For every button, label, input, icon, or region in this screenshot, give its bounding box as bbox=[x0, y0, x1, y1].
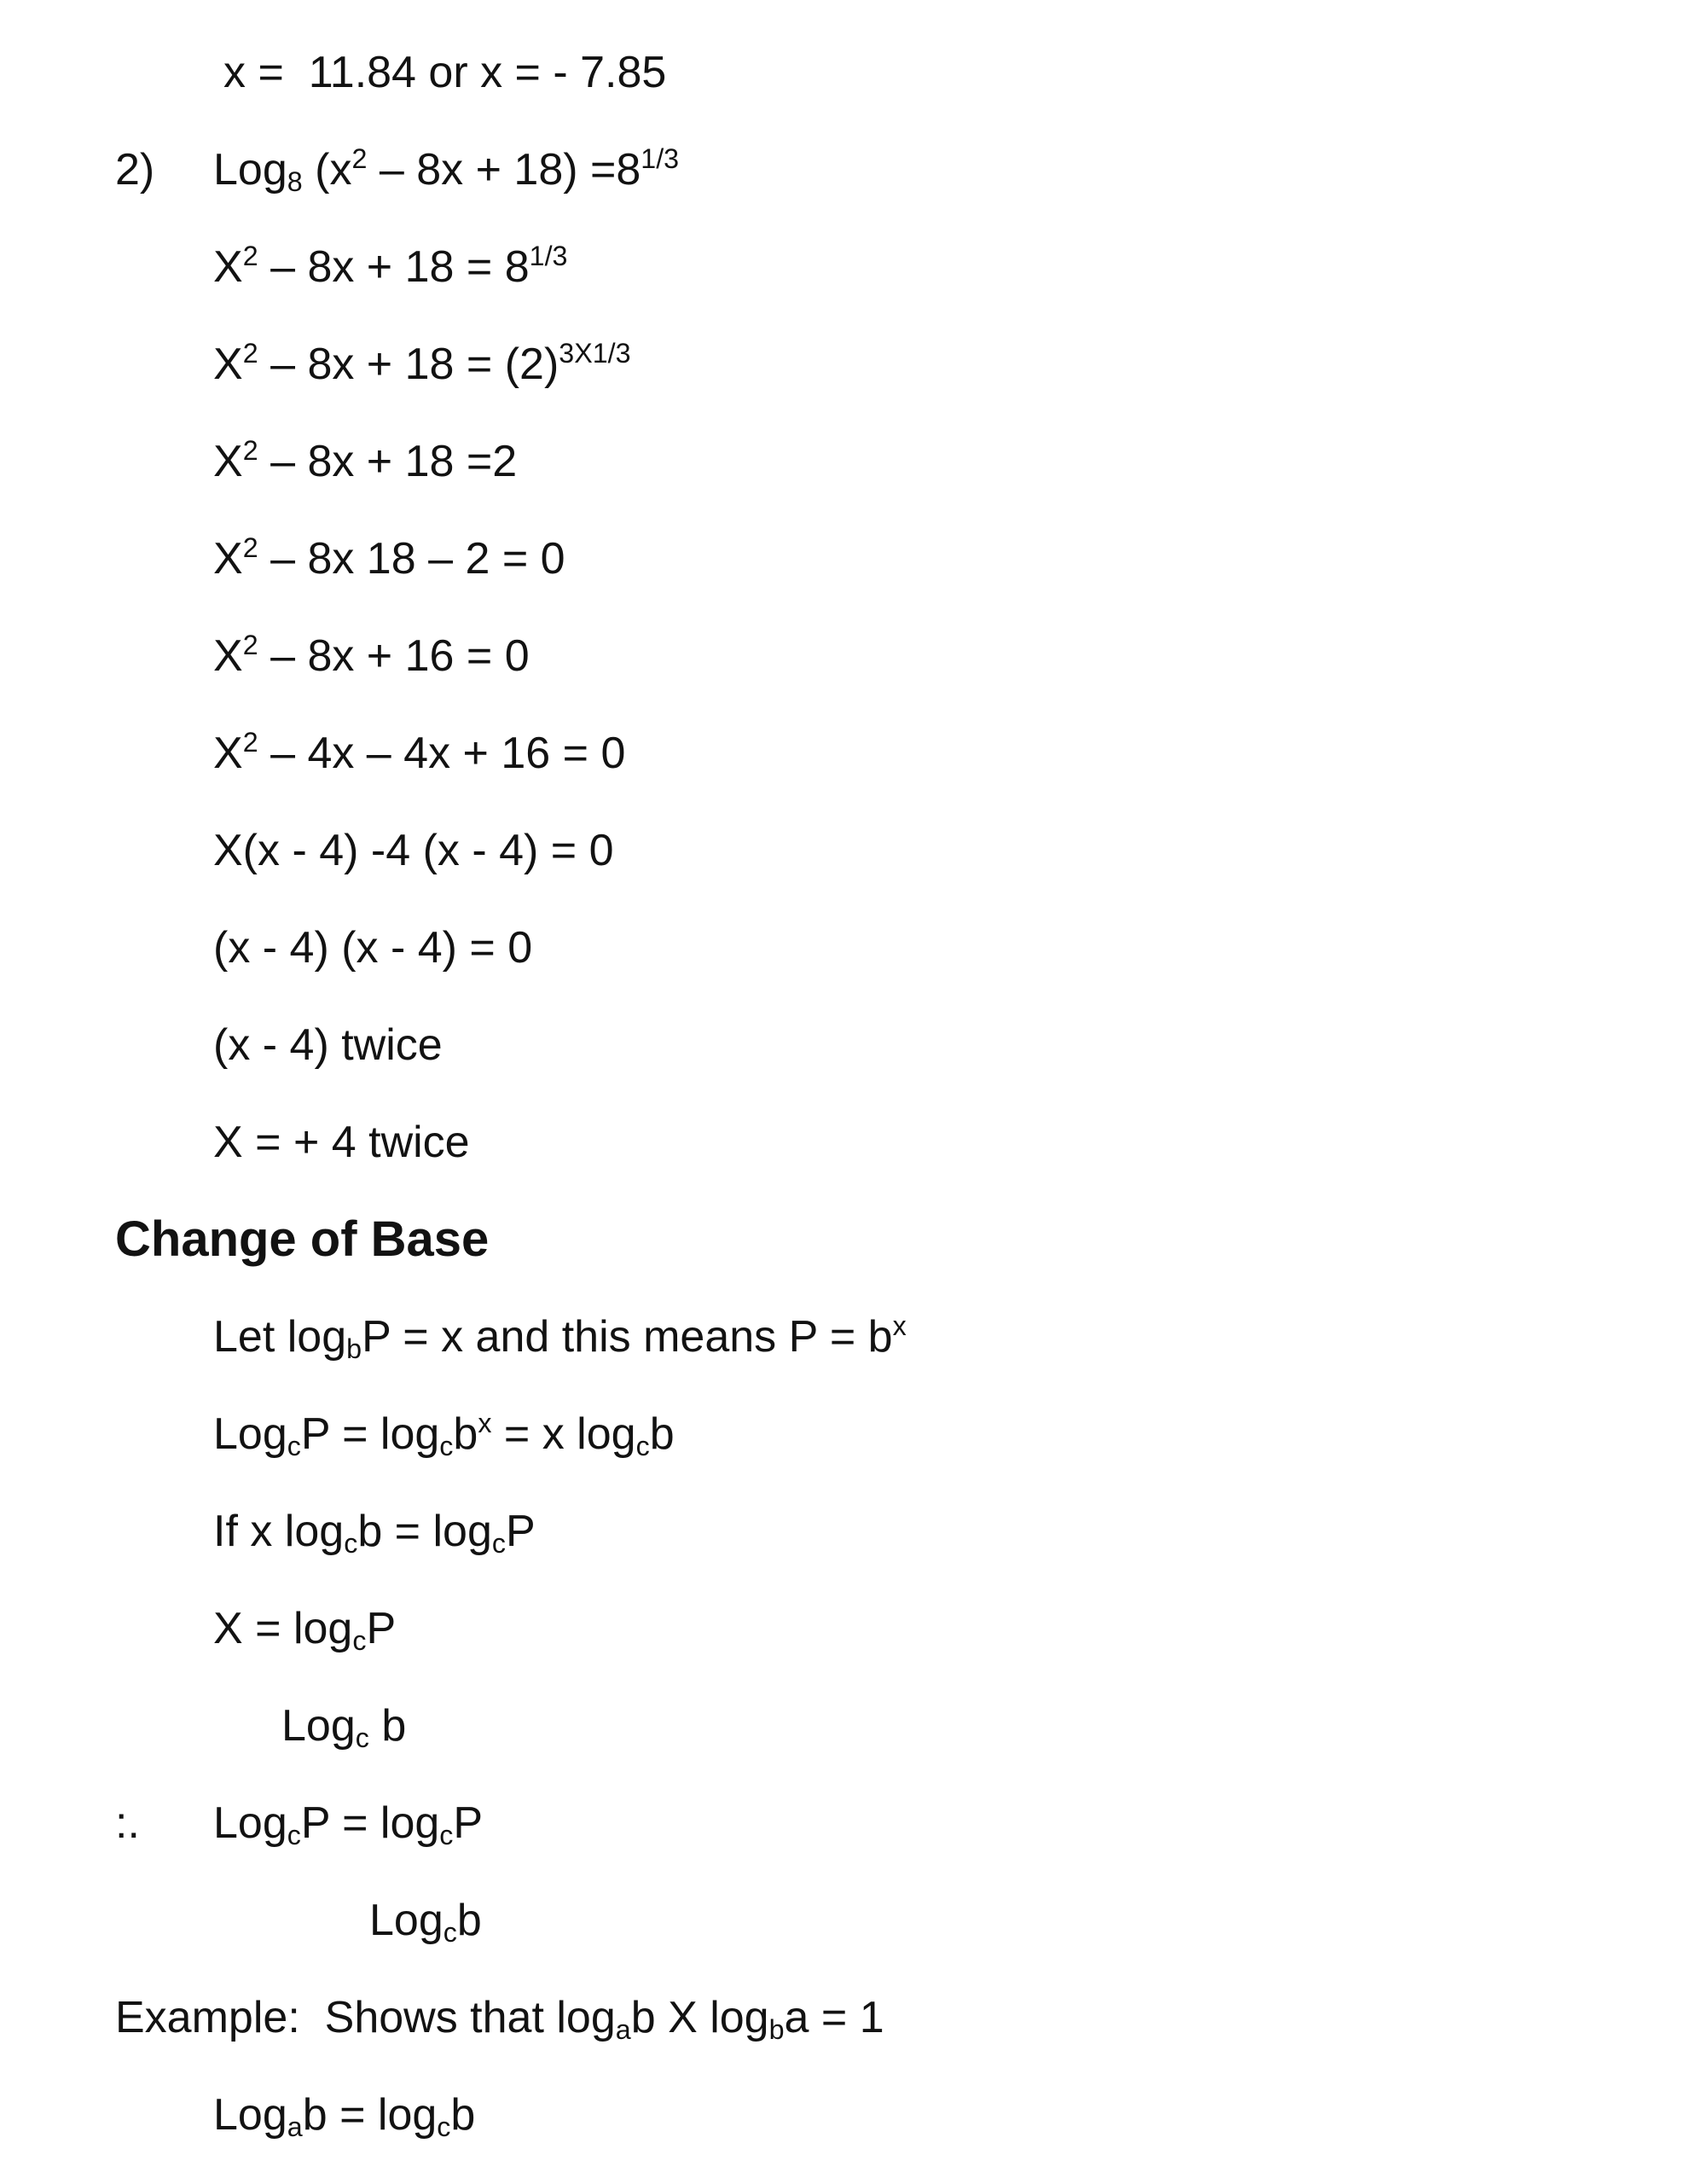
text-run: X bbox=[213, 534, 243, 584]
line-content bbox=[213, 143, 680, 198]
text-run: a = 1 bbox=[784, 1993, 884, 2042]
math-line bbox=[0, 607, 1687, 705]
text-run: Change of Base bbox=[115, 1211, 490, 1267]
text-run: P = log bbox=[300, 1409, 440, 1459]
text-run: – 8x + 18 = (2) bbox=[258, 340, 559, 389]
math-line bbox=[0, 1385, 1687, 1483]
superscript: 2 bbox=[351, 143, 368, 175]
subscript: a bbox=[287, 2111, 303, 2143]
text-run: – 8x + 18 = 8 bbox=[258, 242, 530, 292]
math-line bbox=[0, 1677, 1687, 1774]
text-run: b bbox=[450, 2090, 476, 2140]
line-content bbox=[213, 923, 532, 973]
math-line bbox=[0, 802, 1687, 899]
subscript: c bbox=[439, 1431, 454, 1462]
subscript: c bbox=[287, 1431, 301, 1462]
text-run: X bbox=[213, 631, 243, 681]
text-run: X(x - 4) -4 (x - 4) = 0 bbox=[213, 826, 614, 875]
text-run: Log bbox=[213, 1798, 287, 1848]
math-line bbox=[0, 24, 1687, 121]
line-content bbox=[213, 826, 614, 875]
subscript: b bbox=[346, 1333, 362, 1365]
line-content bbox=[213, 437, 517, 486]
line-content bbox=[213, 1604, 397, 1657]
text-run: X bbox=[213, 340, 243, 389]
line-content bbox=[213, 340, 631, 389]
text-run: – 8x 18 – 2 = 0 bbox=[258, 534, 565, 584]
subscript: c bbox=[355, 1722, 369, 1754]
text-run: Example: Shows that log bbox=[115, 1993, 616, 2042]
subscript: a bbox=[615, 2014, 631, 2046]
line-marker: 2) bbox=[115, 145, 155, 195]
text-run: (x - 4) twice bbox=[213, 1020, 443, 1070]
math-line bbox=[0, 1288, 1687, 1385]
subscript: c bbox=[635, 1431, 650, 1462]
text-run: P bbox=[366, 1604, 397, 1653]
math-line bbox=[0, 2066, 1687, 2164]
text-run: Log bbox=[281, 1701, 356, 1751]
line-content bbox=[213, 242, 567, 292]
line-content bbox=[213, 1798, 484, 1851]
math-line bbox=[0, 510, 1687, 607]
line-content bbox=[369, 1896, 482, 1949]
text-run: X bbox=[213, 729, 243, 778]
subscript: c bbox=[344, 1528, 358, 1560]
line-content bbox=[213, 1118, 470, 1167]
line-content bbox=[213, 534, 565, 584]
text-run: b bbox=[368, 1701, 407, 1751]
text-run: X bbox=[213, 242, 243, 292]
line-content bbox=[213, 1310, 907, 1365]
superscript: 2 bbox=[242, 338, 258, 369]
subscript: b bbox=[768, 2014, 785, 2046]
text-run: b bbox=[456, 1896, 482, 1945]
line-content bbox=[213, 1020, 443, 1070]
math-line bbox=[0, 1872, 1687, 1969]
math-line bbox=[0, 1094, 1687, 1191]
line-content bbox=[115, 1993, 884, 2046]
text-run: b = log bbox=[302, 2090, 438, 2140]
text-run: b X log bbox=[630, 1993, 769, 2042]
subscript: c bbox=[443, 1917, 457, 1949]
superscript: 2 bbox=[242, 630, 258, 661]
text-run: b bbox=[649, 1409, 675, 1459]
superscript: x bbox=[892, 1310, 907, 1342]
text-run: X = log bbox=[213, 1604, 353, 1653]
line-content bbox=[281, 1701, 407, 1754]
text-run: If x log bbox=[213, 1507, 345, 1556]
text-run: (x - 4) (x - 4) = 0 bbox=[213, 923, 533, 973]
text-run: (x bbox=[302, 145, 352, 195]
math-line bbox=[0, 316, 1687, 413]
superscript: 2 bbox=[242, 241, 258, 272]
line-content bbox=[213, 2090, 476, 2143]
math-line bbox=[0, 899, 1687, 996]
math-line bbox=[0, 1580, 1687, 1677]
subscript: c bbox=[287, 1820, 301, 1851]
text-run: P = log bbox=[300, 1798, 440, 1848]
text-run: Let log bbox=[213, 1312, 347, 1362]
text-run: – 8x + 18) =8 bbox=[367, 145, 641, 195]
text-run: X = + 4 twice bbox=[213, 1118, 470, 1167]
text-run: b = log bbox=[357, 1507, 492, 1556]
superscript: 1/3 bbox=[529, 241, 568, 272]
math-line bbox=[0, 996, 1687, 1094]
text-run: Log bbox=[369, 1896, 443, 1945]
math-line bbox=[0, 1774, 1687, 1872]
line-content bbox=[115, 1211, 489, 1267]
subscript: c bbox=[439, 1820, 454, 1851]
text-run: – 4x – 4x + 16 = 0 bbox=[258, 729, 626, 778]
text-run: Log bbox=[213, 1409, 287, 1459]
subscript: c bbox=[491, 1528, 507, 1560]
math-line bbox=[0, 1969, 1687, 2066]
superscript: x bbox=[478, 1408, 492, 1439]
text-run: b bbox=[453, 1409, 478, 1459]
text-run: X bbox=[213, 437, 243, 486]
text-run: P = x and this means P = b bbox=[362, 1312, 893, 1362]
superscript: 2 bbox=[242, 435, 258, 467]
math-line bbox=[0, 1483, 1687, 1580]
superscript: 2 bbox=[242, 532, 258, 564]
line-content bbox=[223, 48, 666, 97]
math-line bbox=[0, 705, 1687, 802]
math-line bbox=[0, 413, 1687, 510]
text-run: – 8x + 16 = 0 bbox=[258, 631, 530, 681]
text-run: x = 11.84 or x = - 7.85 bbox=[223, 48, 667, 97]
line-content bbox=[213, 729, 625, 778]
subscript: c bbox=[437, 2111, 451, 2143]
subscript: 8 bbox=[287, 166, 303, 198]
math-line bbox=[0, 218, 1687, 316]
superscript: 3X1/3 bbox=[559, 338, 631, 369]
line-content bbox=[213, 631, 530, 681]
text-run: – 8x + 18 =2 bbox=[258, 437, 518, 486]
line-content bbox=[213, 1408, 675, 1462]
superscript: 1/3 bbox=[641, 143, 680, 175]
text-run: P bbox=[506, 1507, 536, 1556]
section-heading bbox=[0, 1191, 1687, 1288]
text-run: Log bbox=[213, 145, 287, 195]
text-run: = x log bbox=[491, 1409, 636, 1459]
subscript: c bbox=[352, 1625, 367, 1657]
text-run: P bbox=[453, 1798, 484, 1848]
line-content bbox=[213, 1507, 536, 1560]
math-line bbox=[0, 121, 1687, 218]
superscript: 2 bbox=[242, 727, 258, 758]
line-marker: :. bbox=[115, 1798, 140, 1848]
text-run: Log bbox=[213, 2090, 287, 2140]
